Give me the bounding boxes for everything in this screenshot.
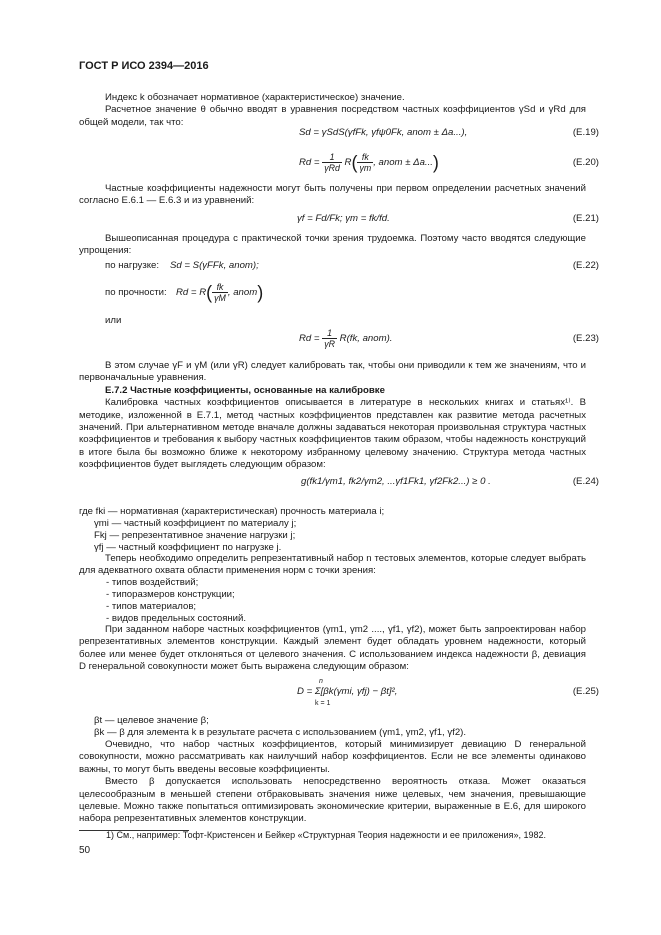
equation-tail: , anom bbox=[227, 287, 258, 299]
equation-formula bbox=[176, 282, 263, 303]
equation-formula: D = Σ[βk(γmi, γfj) − βt]², bbox=[297, 686, 398, 697]
equation-number: (E.20) bbox=[572, 157, 599, 168]
equation-lhs: Rd = bbox=[299, 157, 320, 169]
paragraph bbox=[79, 553, 586, 578]
equation-e22 bbox=[79, 260, 599, 274]
paragraph-text: При заданном наборе частных коэффициентов (γm1, γm2 ...., γf1, γf2), может быть запроектирован набор репрезентативных элементов конструкции. Каждый элемент будет обладать уровнем надежности, который более или менее будет отклоняться от целевого значения. С использованием индекса надежности β, девиация D генеральной совокупности может быть выражена следующим образом: bbox=[79, 624, 586, 673]
fraction-top: 1 bbox=[322, 152, 342, 163]
equation-number: (E.22) bbox=[572, 260, 599, 271]
definition-line: γmi — частный коэффициент по материалу j; bbox=[94, 518, 297, 529]
equation-formula bbox=[299, 328, 392, 349]
equation-e20 bbox=[79, 152, 599, 176]
definition-line: γfj — частный коэффициент по нагрузке j. bbox=[94, 542, 282, 553]
list-item: - типов материалов; bbox=[106, 601, 197, 612]
sum-lower: k = 1 bbox=[315, 700, 331, 707]
fraction bbox=[322, 328, 337, 349]
paragraph bbox=[79, 360, 586, 472]
paragraph-text: В этом случае γF и γM (или γR) следует калибровать так, чтобы они приводили к тем же значениям, что и первоначальные уравнения. bbox=[79, 360, 586, 384]
paragraph bbox=[79, 739, 586, 826]
bracket: ) bbox=[432, 152, 439, 173]
paragraph-text: Частные коэффициенты надежности могут быть получены при первом определении расчетных значений согласно Е.6.1 — Е.6.3 и из уравнений: bbox=[79, 183, 586, 207]
equation-number: (E.23) bbox=[572, 333, 599, 344]
fraction-bottom: γm bbox=[359, 163, 372, 173]
equation-formula bbox=[299, 152, 439, 173]
list-item: - видов предельных состояний. bbox=[106, 613, 247, 624]
equation-tail: , anom ± Δa... bbox=[373, 157, 433, 169]
list-item: - типоразмеров конструкции; bbox=[106, 589, 235, 600]
footnote: 1) См., например: Тофт-Кристенсен и Бейкер «Структурная Теория надежности и ее приложения», 1982. bbox=[106, 830, 547, 840]
bracket: ) bbox=[257, 282, 264, 303]
paragraph bbox=[79, 183, 586, 208]
paragraph-text: Вышеописанная процедура с практической точки зрения трудоемка. Поэтому часто вводятся следующие упрощения: bbox=[79, 233, 586, 257]
sum-upper: n bbox=[319, 678, 323, 685]
equation-formula: Sd = S(γFFk, anom); bbox=[170, 260, 259, 271]
equation-e23 bbox=[79, 328, 599, 352]
fraction-top: fk bbox=[357, 152, 373, 163]
paragraph-text: Вместо β допускается использовать непосредственно вероятность отказа. Может оказаться целесообразным в меньшей степени отбраковывать значения ниже целевых, чем значения, превышающие целевые. Можно также попытаться оптимизировать экономические критерии, выраженные в Е.6, для широкого набора репрезентативных элементов конструкции. bbox=[79, 776, 586, 825]
list-item: - типов воздействий; bbox=[106, 577, 199, 588]
equation-label: по нагрузке: bbox=[105, 260, 160, 271]
section-heading: Е.7.2 Частные коэффициенты, основанные на калибровке bbox=[105, 384, 385, 396]
equation-number: (E.21) bbox=[572, 213, 599, 224]
paragraph bbox=[79, 233, 586, 258]
definition-line: где fki — нормативная (характеристическая) прочность материала i; bbox=[79, 506, 385, 517]
equation-e21 bbox=[79, 213, 599, 227]
paragraph-text: Очевидно, что набор частных коэффициентов, который минимизирует девиацию D генеральной совокупности, можно рассматривать как наилучший набор коэффициентов. Если не все элементы одинаково важны, то могут быть введены весовые коэффициенты. bbox=[79, 739, 586, 775]
definition-line: βk — β для элемента k в результате расчета с использованием (γm1, γm2, γf1, γf2). bbox=[94, 727, 467, 738]
equation-func: R bbox=[344, 157, 352, 169]
paragraph-text: Расчетное значение θ обычно вводят в уравнения посредством частных коэффициентов γSd и γRd для общей модели, так что: bbox=[79, 104, 586, 128]
page-number: 50 bbox=[79, 845, 91, 856]
fraction-bottom: γRd bbox=[324, 163, 340, 173]
equation-number: (E.25) bbox=[572, 686, 599, 697]
paragraph-text: Калибровка частных коэффициентов описывается в литературе в нескольких книгах и статьях¹⁾. В методике, изложенной в Е.7.1, метод частных коэффициентов представлен как развитие метода расчетных значений. При альтернативном методе вначале должны задаваться некоторая произвольная структура частных коэффициентов и требования к выбору частных коэффициентов таким образом, чтобы надежность конструкций в итоге была бы возможно ближе к некоторому избранному целевому значению. Структура метода частных коэффициентов будет выглядеть следующим образом: bbox=[79, 397, 586, 471]
fraction bbox=[322, 152, 342, 173]
equation-number: (E.24) bbox=[572, 476, 599, 487]
equation-label: по прочности: bbox=[105, 287, 167, 298]
fraction bbox=[357, 152, 373, 173]
fraction bbox=[212, 282, 228, 303]
equation-number: (E.19) bbox=[572, 127, 599, 138]
paragraph bbox=[79, 624, 586, 674]
bracket: ( bbox=[351, 152, 358, 173]
fraction-top: fk bbox=[212, 282, 228, 293]
equation-formula: Sd = γSdS(γfFk, γfψ0Fk, anom ± Δa...), bbox=[299, 127, 468, 138]
fraction-bottom: γM bbox=[214, 293, 226, 303]
paragraph bbox=[79, 92, 586, 129]
paragraph-text: Индекс k обозначает нормативное (характеристическое) значение. bbox=[105, 92, 405, 103]
paragraph-text: Теперь необходимо определить репрезентативный набор n тестовых элементов, которые следует выбрать для адекватного охвата области применения норм с точки зрения: bbox=[79, 553, 586, 577]
equation-tail: R(fk, anom). bbox=[339, 333, 393, 345]
document-header: ГОСТ Р ИСО 2394—2016 bbox=[79, 60, 209, 72]
or-label: или bbox=[105, 315, 122, 326]
definition-line: βt — целевое значение β; bbox=[94, 715, 209, 726]
equation-formula: γf = Fd/Fk; γm = fk/fd. bbox=[297, 213, 390, 224]
equation-formula: g(fk1/γm1, fk2/γm2, ...γf1Fk1, γf2Fk2...) ≥ 0 . bbox=[301, 476, 491, 487]
bracket: ( bbox=[206, 282, 213, 303]
equation-e25 bbox=[79, 678, 599, 712]
equation-lhs: Rd = R bbox=[176, 287, 207, 299]
fraction-top: 1 bbox=[322, 328, 337, 339]
equation-lhs: Rd = bbox=[299, 333, 320, 345]
definition-line: Fkj — репрезентативное значение нагрузки j; bbox=[94, 530, 296, 541]
equation-e24 bbox=[79, 476, 599, 490]
equation-e19 bbox=[79, 127, 599, 141]
fraction-bottom: γR bbox=[324, 339, 335, 349]
equation-e22b bbox=[79, 282, 599, 306]
